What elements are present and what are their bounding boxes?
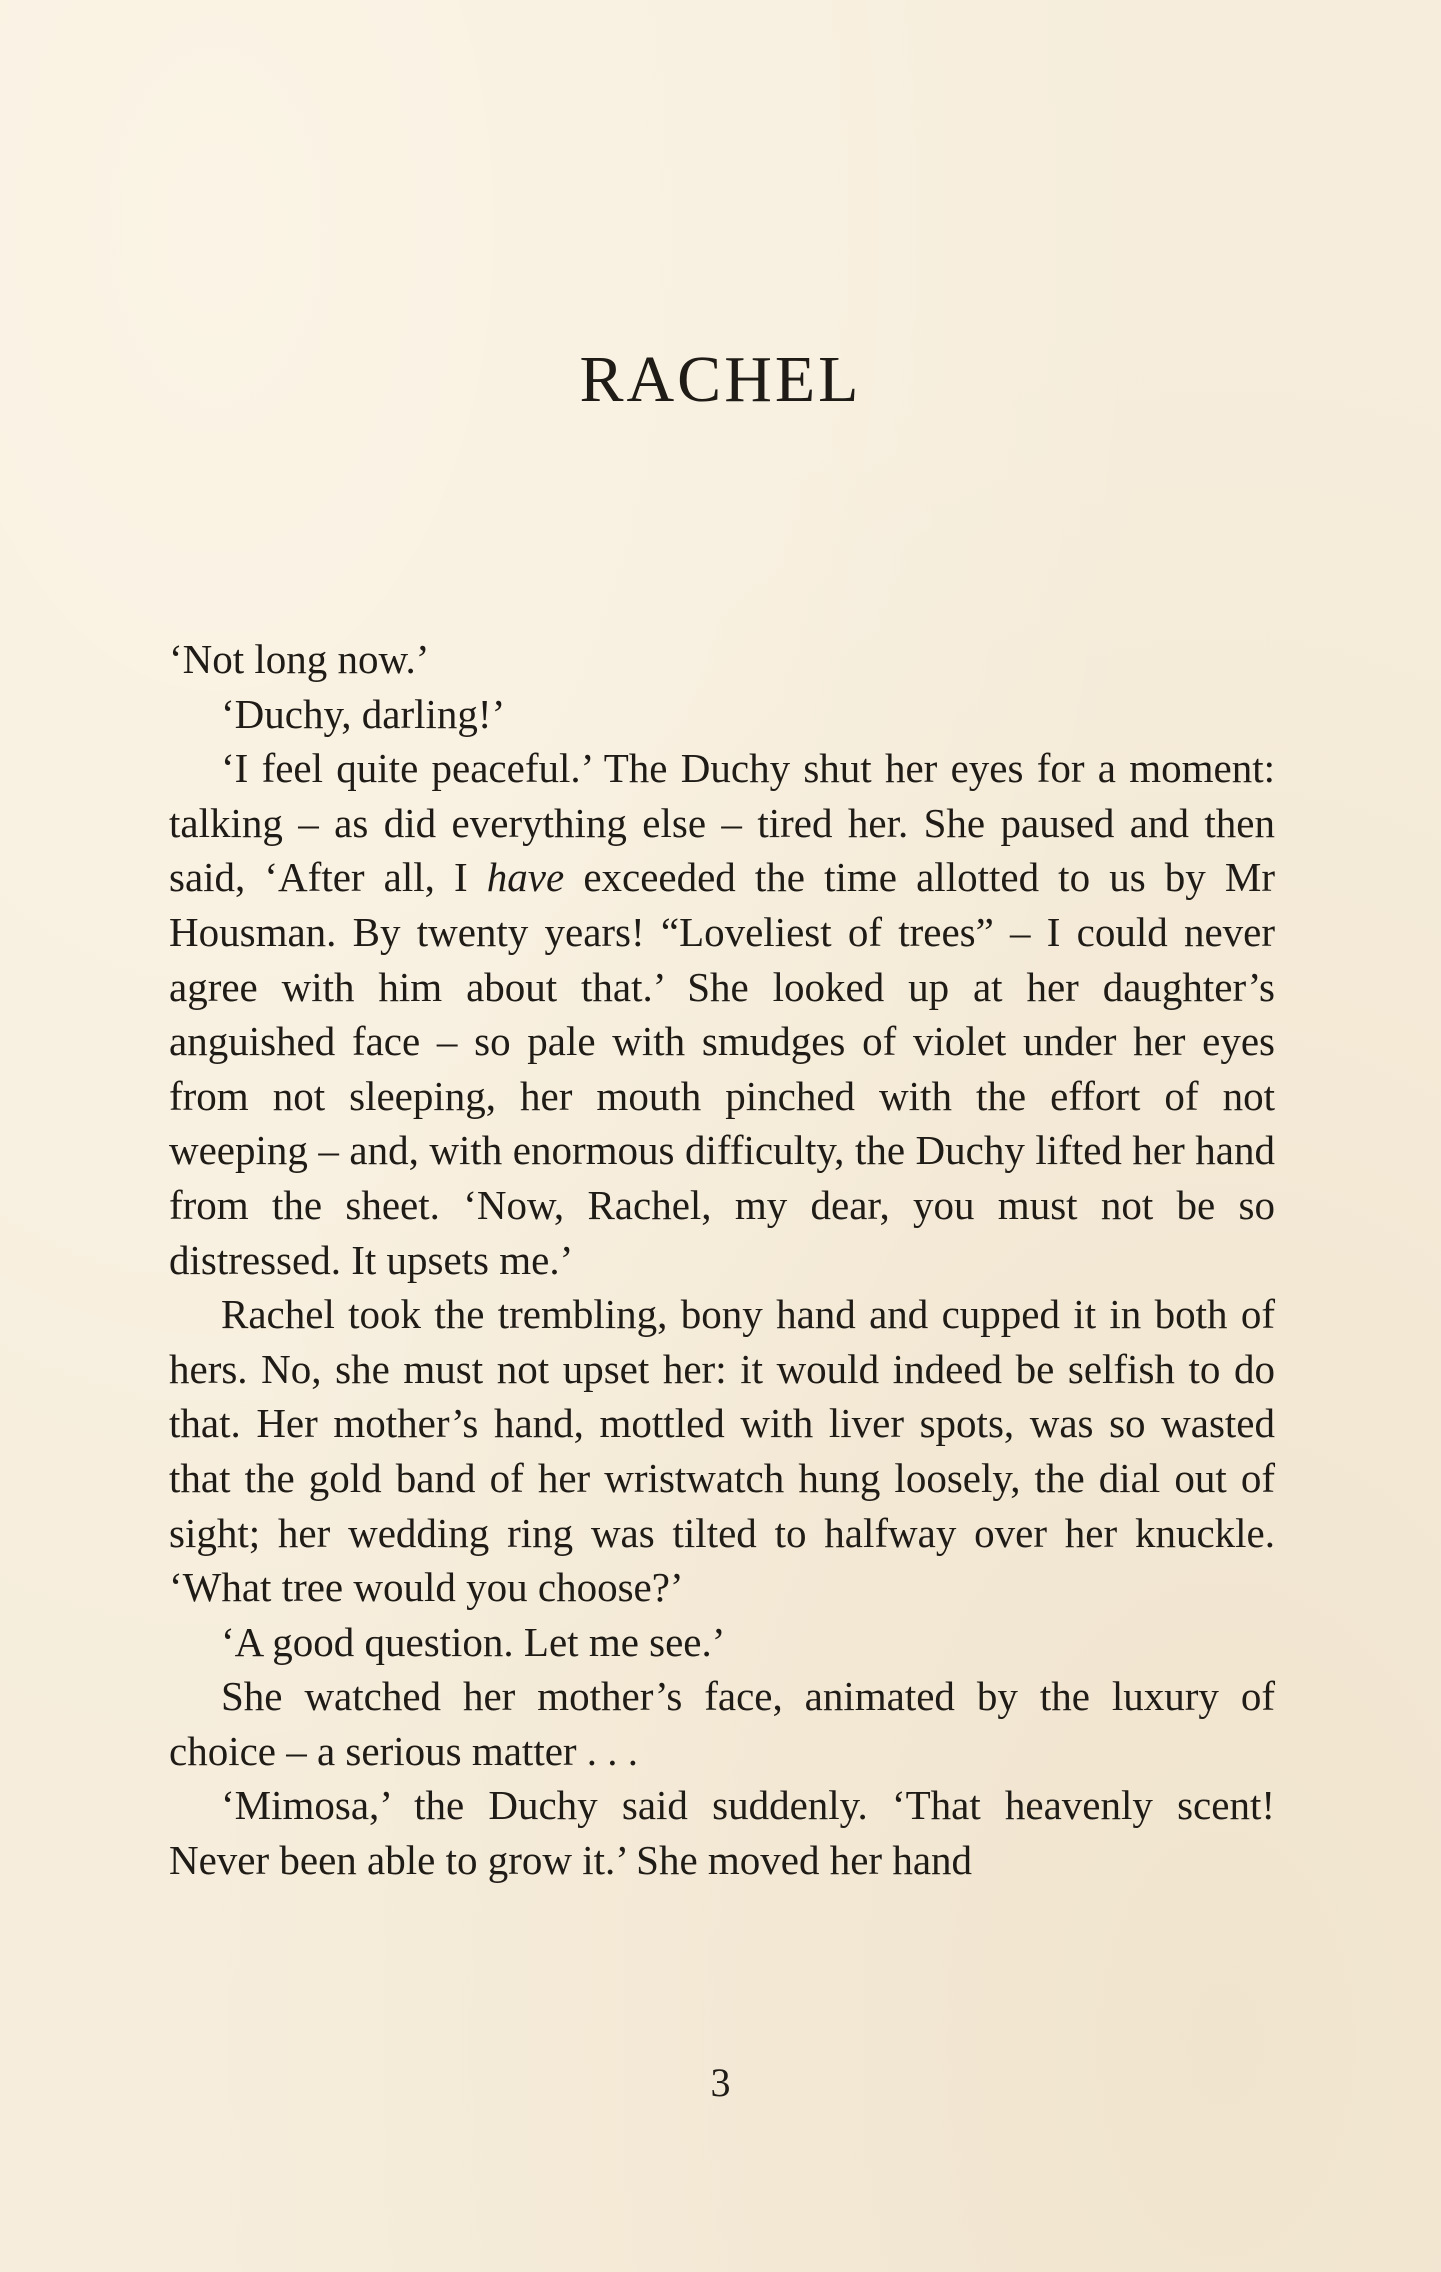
page-number: 3 — [710, 2060, 731, 2105]
chapter-title: RACHEL — [579, 343, 862, 416]
paragraph-5 — [169, 1615, 1275, 1670]
paragraph-text: She watched her mother’s face, animated by the luxury of choice – a serious matter . . . — [169, 1673, 1275, 1774]
paragraph-4 — [169, 1287, 1275, 1615]
paragraph-text-pre: ‘I feel quite peaceful.’ The Duchy shut her eyes for a moment: talking – as did everything else – tired her. She paused and then said, ‘After all, I — [169, 745, 1275, 901]
paragraph-text: Rachel took the trembling, bony hand and cupped it in both of hers. No, she must not upset her: it would indeed be selfish to do that. Her mother’s hand, mottled with liver spots, was so wasted that the gold band of her wristwatch hung loosely, the dial out of sight; her wedding ring was tilted to halfway over her knuckle. ‘What tree would you choose?’ — [169, 1291, 1275, 1611]
paragraph-text: ‘Mimosa,’ the Duchy said suddenly. ‘That heavenly scent! Never been able to grow it.’ She moved her hand — [169, 1782, 1275, 1884]
paragraph-7 — [169, 1778, 1275, 1887]
paragraph-2 — [169, 687, 1275, 742]
italic-emphasis: have — [486, 854, 565, 901]
paragraph-text: ‘Not long now.’ — [169, 636, 430, 682]
paragraph-text: ‘Duchy, darling!’ — [221, 690, 506, 737]
paragraph-6 — [169, 1669, 1275, 1778]
paragraph-text: ‘A good question. Let me see.’ — [221, 1618, 726, 1665]
paragraph-text-post: exceeded the time allotted to us by Mr Housman. By twenty years! “Loveliest of trees” – I could never agree with him about that.’ She looked up at her daughter’s anguished face – so pale with smudges of violet under her eyes from not sleeping, her mouth pinched with the effort of not weeping – and, with enormous difficulty, the Duchy lifted her hand from the sheet. ‘Now, Rachel, my dear, you must not be so distressed. It upsets me.’ — [169, 854, 1275, 1283]
body-text — [169, 632, 1275, 1888]
paragraph-1 — [169, 632, 1275, 687]
paragraph-3 — [169, 741, 1275, 1287]
